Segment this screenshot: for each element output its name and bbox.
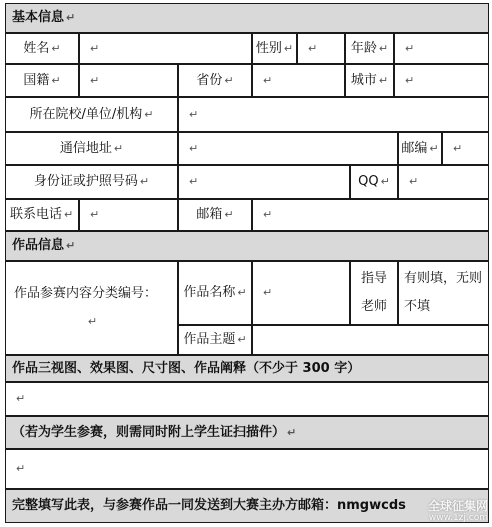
- paragraph-mark: ↵: [189, 175, 199, 188]
- province-label-cell: [178, 64, 252, 97]
- paragraph-mark: ↵: [16, 392, 26, 405]
- nationality-label-cell: [5, 64, 79, 97]
- paragraph-mark: ↵: [429, 141, 439, 155]
- submit-instruction: 完整填写此表，与参赛作品一同发送到大赛主办方邮箱：nmgwcds: [12, 498, 406, 513]
- name-label: 姓名: [23, 40, 50, 56]
- name-input[interactable]: [79, 33, 252, 64]
- section-works-info-title: 作品信息: [12, 238, 65, 253]
- paragraph-mark: ↵: [66, 239, 76, 252]
- paragraph-mark: ↵: [224, 208, 234, 221]
- views-input[interactable]: [5, 382, 489, 416]
- theme-input[interactable]: [252, 325, 489, 355]
- paragraph-mark: ↵: [189, 141, 199, 155]
- phone-label-cell: [5, 199, 79, 231]
- theme-label-cell: [178, 325, 252, 355]
- mentor-note-line2: 不填: [404, 299, 431, 314]
- section-views: [5, 355, 489, 382]
- title-input[interactable]: [252, 261, 350, 325]
- id-input[interactable]: [178, 165, 350, 199]
- age-label-cell: [345, 33, 394, 64]
- paragraph-mark: ↵: [224, 73, 234, 87]
- paragraph-mark: ↵: [237, 286, 247, 299]
- address-input[interactable]: [178, 132, 398, 165]
- section-student-title: （若为学生参赛，则需同时附上学生证扫描件）: [12, 424, 286, 440]
- category-cell[interactable]: [5, 261, 178, 355]
- qq-input[interactable]: [398, 165, 489, 199]
- paragraph-mark: ↵: [144, 107, 154, 121]
- paragraph-mark: ↵: [378, 73, 389, 87]
- paragraph-mark: ↵: [405, 41, 415, 55]
- nationality-input[interactable]: [79, 64, 178, 97]
- qq-label: QQ: [358, 174, 379, 189]
- paragraph-mark: ↵: [90, 41, 100, 55]
- mentor-label-line1: 指导: [360, 271, 387, 286]
- paragraph-mark: ↵: [409, 175, 419, 188]
- watermark-line1: 全球征集网: [427, 499, 488, 513]
- paragraph-mark: ↵: [283, 41, 294, 55]
- age-label: 年龄: [350, 40, 377, 56]
- paragraph-mark: ↵: [453, 141, 463, 155]
- email-label-cell: [178, 199, 252, 231]
- postcode-label: 邮编: [401, 140, 428, 156]
- category-label: 作品参赛内容分类编号：: [14, 286, 158, 301]
- paragraph-mark: ↵: [90, 73, 100, 87]
- paragraph-mark: ↵: [87, 315, 98, 328]
- title-label-cell: [178, 261, 252, 325]
- school-label-cell: [5, 97, 178, 132]
- paragraph-mark: ↵: [380, 175, 390, 188]
- name-label-cell: [5, 33, 79, 64]
- student-input[interactable]: [5, 449, 489, 489]
- watermark-line2: www.1zj.com: [428, 513, 488, 523]
- paragraph-mark: ↵: [51, 41, 61, 55]
- paragraph-mark: ↵: [405, 73, 415, 87]
- city-label: 城市: [350, 72, 377, 88]
- address-label: 通信地址: [59, 140, 112, 156]
- nationality-label: 国籍: [23, 72, 50, 88]
- age-input[interactable]: [394, 33, 489, 64]
- city-label-cell: [345, 64, 394, 97]
- paragraph-mark: ↵: [189, 107, 199, 121]
- id-label-cell: [5, 165, 178, 199]
- paragraph-mark: ↵: [263, 73, 273, 87]
- paragraph-mark: ↵: [16, 462, 26, 475]
- paragraph-mark: ↵: [66, 11, 76, 24]
- address-label-cell: [5, 132, 178, 165]
- theme-label: 作品主题: [183, 332, 236, 347]
- paragraph-mark: ↵: [237, 333, 247, 346]
- section-basic-info-title: 基本信息: [12, 10, 65, 25]
- paragraph-mark: ↵: [51, 73, 61, 87]
- mentor-note-line1: 有则填，无则: [404, 271, 483, 286]
- gender-label: 性别: [255, 40, 282, 56]
- phone-label: 联系电话: [10, 207, 63, 222]
- city-input[interactable]: [394, 64, 489, 97]
- paragraph-mark: ↵: [139, 175, 150, 188]
- title-label: 作品名称: [183, 285, 236, 300]
- section-works-info: [5, 231, 489, 261]
- gender-label-cell: [252, 33, 297, 64]
- email-input[interactable]: [252, 199, 489, 231]
- gender-input[interactable]: [297, 33, 345, 64]
- email-label: 邮箱: [196, 207, 223, 222]
- paragraph-mark: ↵: [113, 141, 124, 155]
- mentor-label-cell: [350, 261, 398, 325]
- qq-label-cell: [350, 165, 398, 199]
- registration-form: [5, 3, 489, 523]
- id-label: 身份证或护照号码: [33, 174, 138, 189]
- paragraph-mark: ↵: [287, 425, 297, 439]
- phone-input[interactable]: [79, 199, 178, 231]
- paragraph-mark: ↵: [263, 286, 273, 299]
- section-views-title: 作品三视图、效果图、尺寸图、作品阐释（不少于 300 字）: [12, 360, 361, 376]
- province-input[interactable]: [252, 64, 345, 97]
- mentor-label-line2: 老师: [360, 299, 387, 314]
- paragraph-mark: ↵: [64, 208, 74, 221]
- postcode-label-cell: [398, 132, 442, 165]
- paragraph-mark: ↵: [90, 208, 100, 221]
- section-submit: [5, 489, 489, 523]
- school-input[interactable]: [178, 97, 489, 132]
- province-label: 省份: [196, 72, 223, 88]
- postcode-input[interactable]: [442, 132, 489, 165]
- paragraph-mark: ↵: [308, 41, 318, 55]
- section-basic-info: [5, 3, 489, 33]
- paragraph-mark: ↵: [378, 41, 389, 55]
- school-label: 所在院校/单位/机构: [29, 106, 143, 122]
- mentor-input[interactable]: [398, 261, 489, 325]
- paragraph-mark: ↵: [263, 208, 273, 221]
- section-student: [5, 416, 489, 449]
